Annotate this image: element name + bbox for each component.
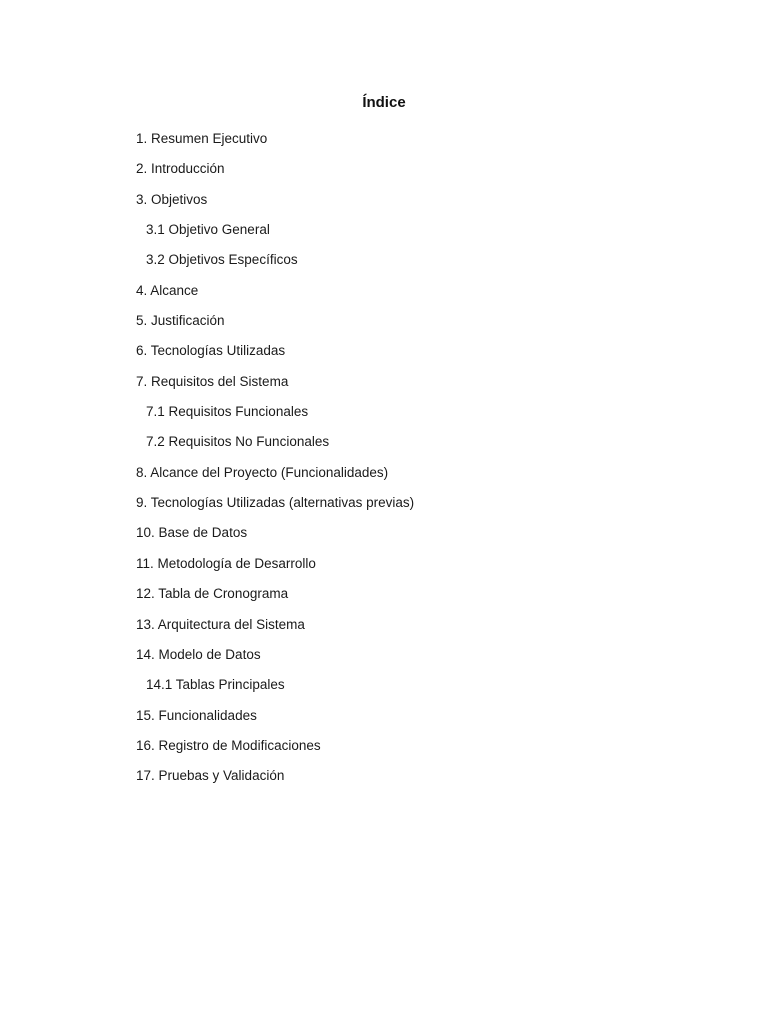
toc-subitem: 3.2 Objetivos Específicos: [146, 252, 298, 268]
toc-subitem: 7.2 Requisitos No Funcionales: [146, 434, 330, 450]
toc-item: 16. Registro de Modificaciones: [136, 737, 321, 753]
toc-item: 12. Tabla de Cronograma: [136, 586, 289, 602]
toc-item: 11. Metodología de Desarrollo: [136, 555, 316, 571]
toc-subitem: 7.1 Requisitos Funcionales: [146, 404, 309, 420]
toc-item: 3. Objetivos: [136, 191, 208, 207]
toc-item: 5. Justificación: [136, 313, 225, 329]
toc-item: 7. Requisitos del Sistema: [136, 373, 289, 389]
toc-item: 1. Resumen Ejecutivo: [136, 131, 268, 146]
toc-item: 10. Base de Datos: [136, 525, 248, 541]
toc-item: 15. Funcionalidades: [136, 707, 257, 723]
toc-item: 2. Introducción: [136, 161, 225, 177]
toc-item: 9. Tecnologías Utilizadas (alternativas previas): [136, 495, 415, 511]
page-title: Índice: [362, 94, 406, 111]
toc-subitem: 14.1 Tablas Principales: [146, 677, 285, 693]
toc-item: 17. Pruebas y Validación: [136, 768, 285, 784]
toc-item: 14. Modelo de Datos: [136, 646, 261, 662]
toc-item: 8. Alcance del Proyecto (Funcionalidades): [136, 464, 389, 480]
table-of-contents: [136, 128, 414, 796]
toc-item: 6. Tecnologías Utilizadas: [136, 343, 286, 359]
toc-item: 13. Arquitectura del Sistema: [136, 616, 305, 632]
toc-subitem: 3.1 Objetivo General: [146, 222, 270, 238]
toc-item: 4. Alcance: [136, 282, 199, 298]
